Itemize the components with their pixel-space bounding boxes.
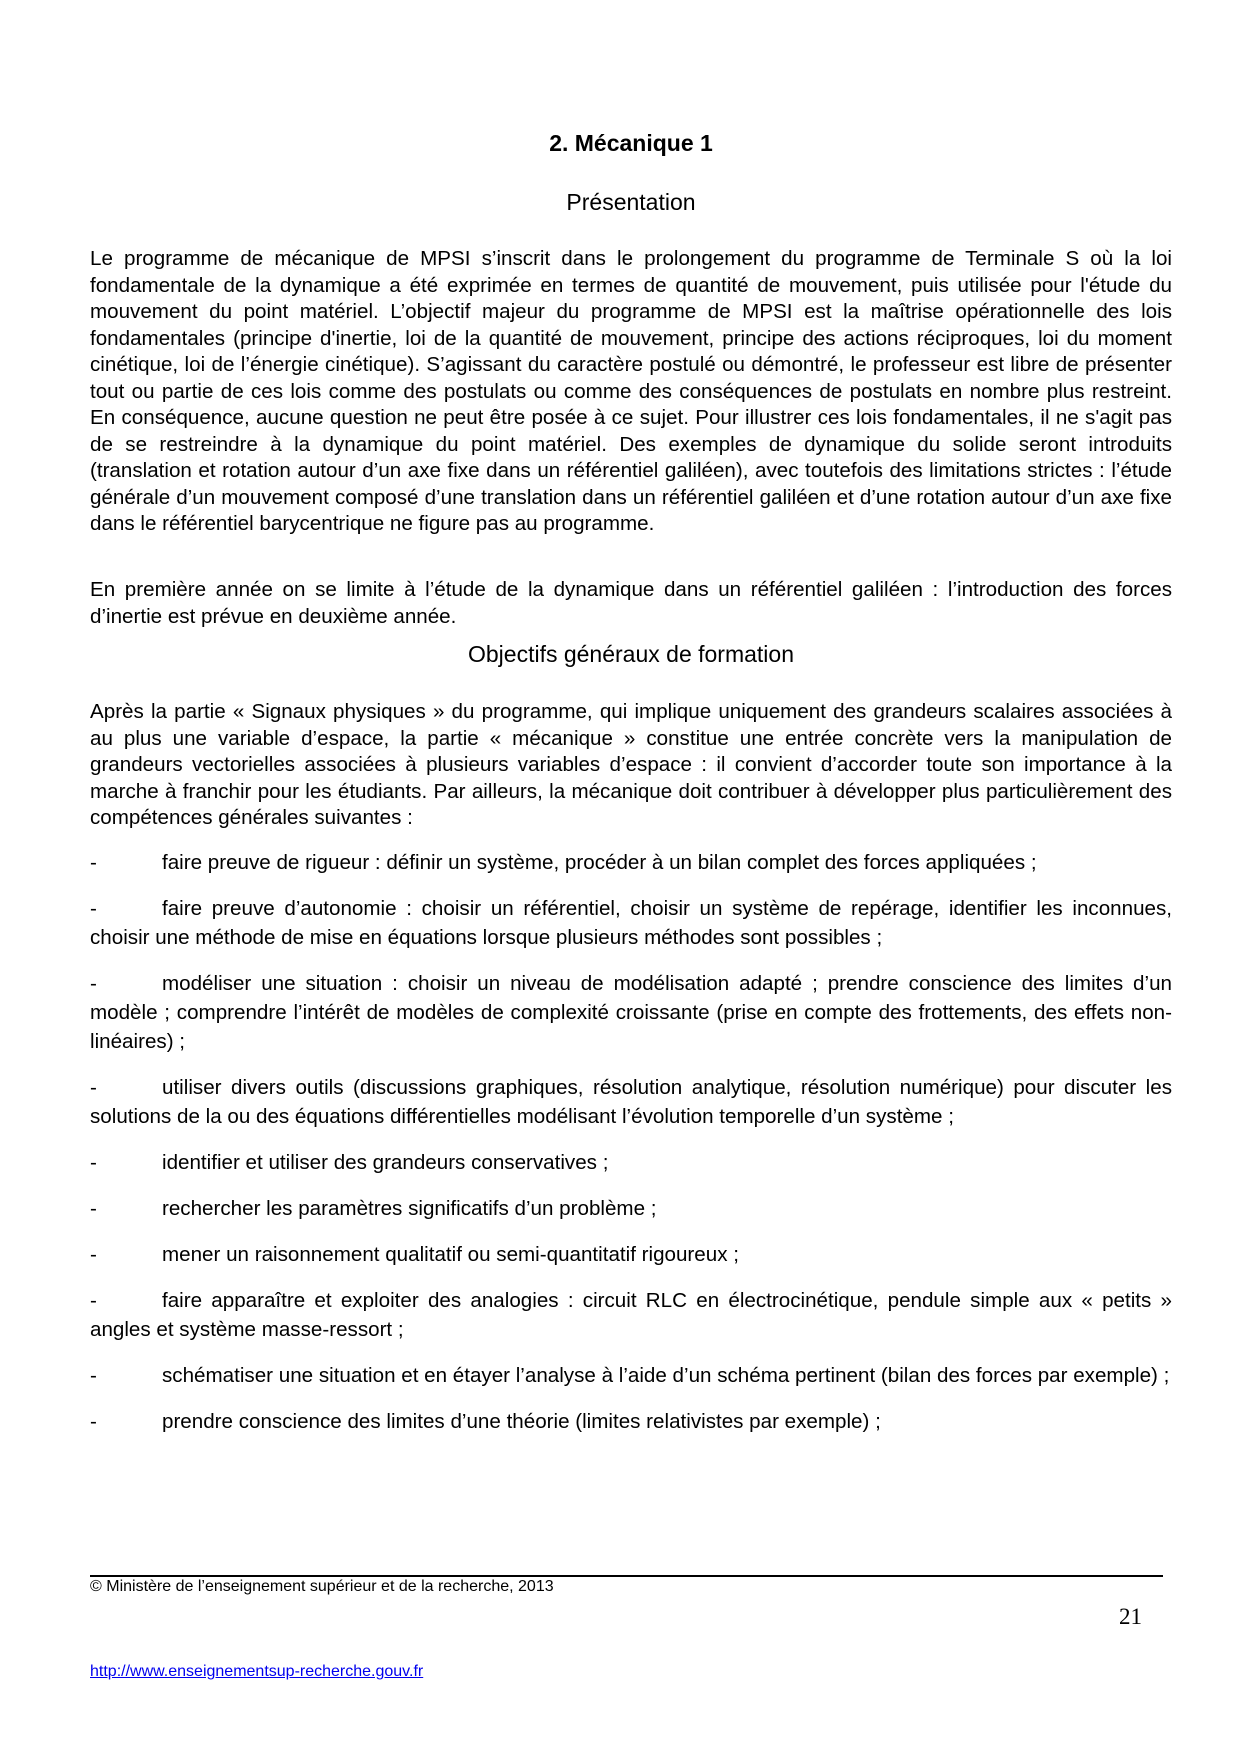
list-item: [90, 848, 1172, 877]
list-bullet: -: [90, 897, 97, 920]
list-item-text: prendre conscience des limites d’une théorie (limites relativistes par exemple) ;: [162, 1410, 881, 1433]
list-item: [90, 894, 1172, 952]
list-bullet: -: [90, 1364, 97, 1387]
list-bullet: -: [90, 1076, 97, 1099]
list-bullet: -: [90, 1243, 97, 1266]
list-item: [90, 969, 1172, 1056]
objectifs-intro-paragraph: Après la partie « Signaux physiques » du programme, qui implique uniquement des grandeurs scalaires associées à au plus une variable d’espace, la partie « mécanique » constitue une entrée concrète vers la manipulation de grandeurs vectorielles associées à plusieurs variables d’espace : il convient d’accorder toute son importance à la marche à franchir pour les étudiants. Par ailleurs, la mécanique doit contribuer à développer plus particulièrement des compétences générales suivantes :: [90, 700, 1172, 829]
footer-divider: [90, 1575, 1163, 1577]
list-bullet: -: [90, 972, 97, 995]
footer-url-link[interactable]: http://www.enseignementsup-recherche.gouv.fr: [90, 1663, 424, 1680]
list-item-text: faire apparaître et exploiter des analogies : circuit RLC en électrocinétique, pendule simple aux « petits » angles et système masse-ressort ;: [90, 1289, 1172, 1341]
list-item: [90, 1194, 1172, 1223]
list-item-text: identifier et utiliser des grandeurs conservatives ;: [162, 1151, 609, 1174]
list-item-text: schématiser une situation et en étayer l’analyse à l’aide d’un schéma pertinent (bilan des forces par exemple) ;: [162, 1364, 1170, 1387]
presentation-paragraph-2: En première année on se limite à l’étude de la dynamique dans un référentiel galiléen : l’introduction des forces d’inertie est prévue en deuxième année.: [90, 578, 1172, 628]
page-number: 21: [1119, 1604, 1142, 1629]
list-item: [90, 1240, 1172, 1269]
section-heading-objectifs: Objectifs généraux de formation: [467, 641, 794, 667]
list-item-text: faire preuve de rigueur : définir un système, procéder à un bilan complet des forces appliquées ;: [162, 851, 1037, 874]
page-title: 2. Mécanique 1: [549, 130, 713, 156]
list-bullet: -: [90, 1197, 97, 1220]
list-item: [90, 1407, 1172, 1436]
list-bullet: -: [90, 851, 97, 874]
footer-copyright: © Ministère de l’enseignement supérieur et de la recherche, 2013: [90, 1578, 554, 1595]
list-item: [90, 1361, 1172, 1390]
list-item: [90, 1286, 1172, 1344]
list-item-text: utiliser divers outils (discussions graphiques, résolution analytique, résolution numérique) pour discuter les solutions de la ou des équations différentielles modélisant l’évolution temporelle d’un système ;: [90, 1076, 1172, 1128]
section-heading-presentation: Présentation: [566, 189, 696, 215]
list-bullet: -: [90, 1289, 97, 1312]
list-bullet: -: [90, 1410, 97, 1433]
list-item-text: faire preuve d’autonomie : choisir un référentiel, choisir un système de repérage, identifier les inconnues, choisir une méthode de mise en équations lorsque plusieurs méthodes sont possibles ;: [90, 897, 1172, 949]
competences-list: [90, 848, 1172, 1436]
list-item-text: rechercher les paramètres significatifs d’un problème ;: [162, 1197, 657, 1220]
list-bullet: -: [90, 1151, 97, 1174]
list-item: [90, 1073, 1172, 1131]
presentation-paragraph: Le programme de mécanique de MPSI s’inscrit dans le prolongement du programme de Terminale S où la loi fondamentale de la dynamique a été exprimée en termes de quantité de mouvement, puis utilisée pour l'étude du mouvement du point matériel. L’objectif majeur du programme de MPSI est la maîtrise opérationnelle des lois fondamentales (principe d'inertie, loi de la quantité de mouvement, principe des actions réciproques, loi du moment cinétique, loi de l’énergie cinétique). S’agissant du caractère postulé ou démontré, le professeur est libre de présenter tout ou partie de ces lois comme des postulats ou comme des conséquences de postulats en nombre plus restreint. En conséquence, aucune question ne peut être posée à ce sujet. Pour illustrer ces lois fondamentales, il ne s'agit pas de se restreindre à la dynamique du point matériel. Des exemples de dynamique du solide seront introduits (translation et rotation autour d’un axe fixe dans un référentiel galiléen), avec toutefois des limitations strictes : l’étude générale d’un mouvement composé d’une translation dans un référentiel galiléen et d’une rotation autour d’un axe fixe dans le référentiel barycentrique ne figure pas au programme.: [90, 247, 1172, 535]
list-item-text: modéliser une situation : choisir un niveau de modélisation adapté ; prendre conscience des limites d’un modèle ; comprendre l’intérêt de modèles de complexité croissante (prise en compte des frottements, des effets non-linéaires) ;: [90, 972, 1172, 1053]
list-item: [90, 1148, 1172, 1177]
list-item-text: mener un raisonnement qualitatif ou semi-quantitatif rigoureux ;: [162, 1243, 739, 1266]
